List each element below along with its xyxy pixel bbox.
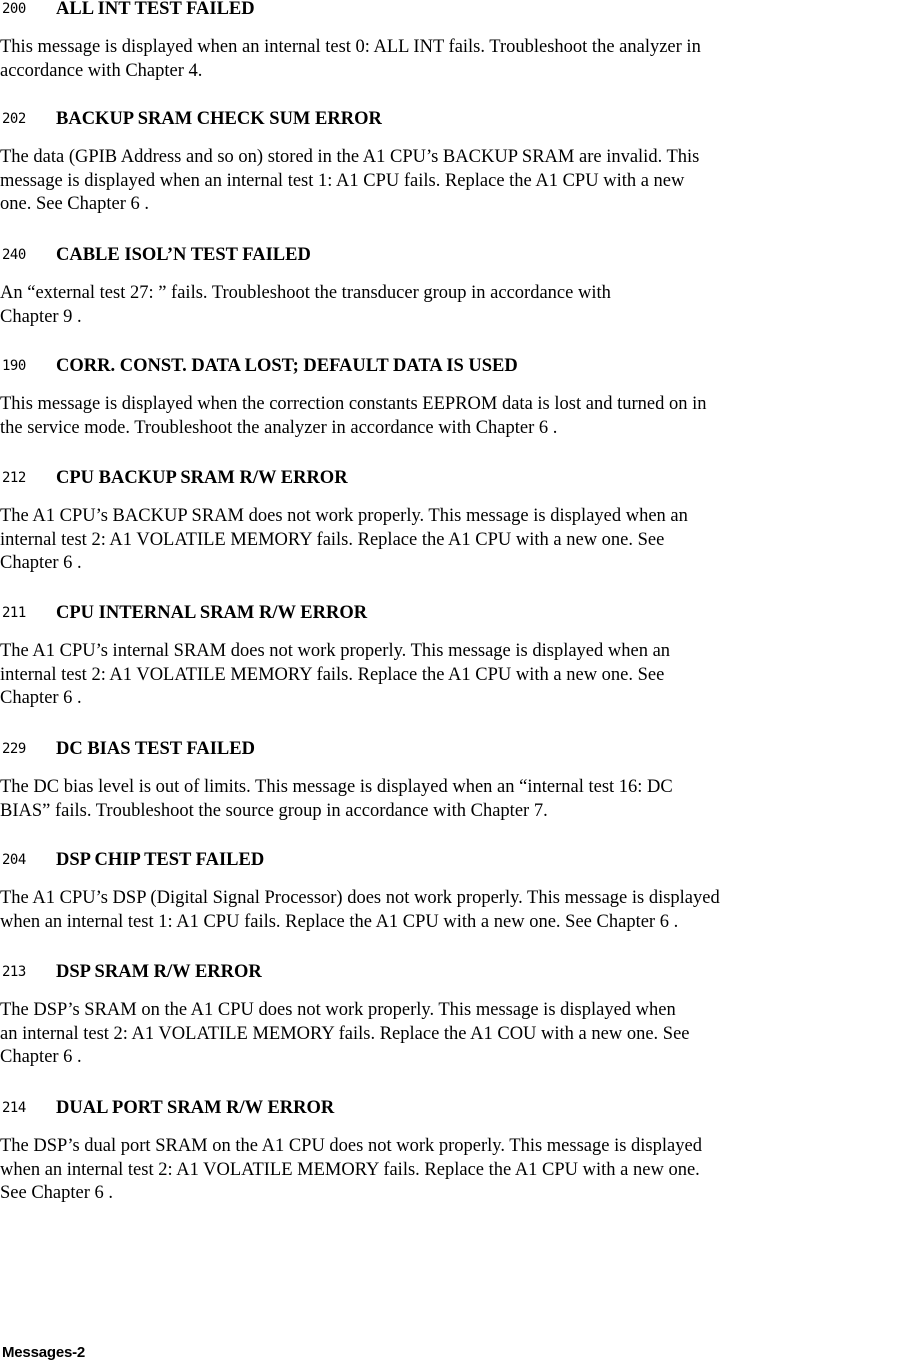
message-description: The A1 CPU’s BACKUP SRAM does not work properly. This message is displayed when an internal test 2: A1 VOLATILE MEMORY fails. Replace the A1 CPU with a new one. See Chapter 6 .: [0, 506, 688, 573]
message-code: 212: [2, 470, 26, 486]
message-title: CPU BACKUP SRAM R/W ERROR: [56, 468, 348, 488]
message-entry-212: [0, 468, 899, 573]
message-code: 211: [2, 605, 26, 621]
message-entry-202: [0, 109, 899, 214]
message-title: CABLE ISOL’N TEST FAILED: [56, 245, 311, 265]
message-description: The data (GPIB Address and so on) stored in the A1 CPU’s BACKUP SRAM are invalid. This message is displayed when an internal test 1: A1 CPU fails. Replace the A1 CPU with a new one. See Chapter 6 .: [0, 147, 700, 214]
message-description: The DSP’s dual port SRAM on the A1 CPU does not work properly. This message is displayed when an internal test 2: A1 VOLATILE MEMORY fails. Replace the A1 CPU with a new one. See Chapter 6 .: [0, 1136, 702, 1203]
page-footer-label: Messages-2: [2, 1344, 86, 1361]
message-title: DUAL PORT SRAM R/W ERROR: [56, 1098, 335, 1118]
message-code: 204: [2, 852, 26, 868]
message-description: The A1 CPU’s DSP (Digital Signal Processor) does not work properly. This message is displayed when an internal test 1: A1 CPU fails. Replace the A1 CPU with a new one. See Chapter 6 .: [0, 888, 720, 932]
message-code: 213: [2, 964, 26, 980]
message-entry-214: [0, 1098, 899, 1203]
message-description: This message is displayed when an internal test 0: ALL INT fails. Troubleshoot the analyzer in accordance with Chapter 4.: [0, 37, 701, 81]
message-title: CORR. CONST. DATA LOST; DEFAULT DATA IS USED: [56, 356, 518, 376]
message-entry-211: [0, 603, 899, 708]
entry-heading: [0, 604, 899, 624]
message-description: An “external test 27: ” fails. Troubleshoot the transducer group in accordance with Chapter 9 .: [0, 283, 611, 327]
entry-heading: [0, 357, 899, 377]
message-entry-240: [0, 245, 899, 327]
message-description: This message is displayed when the correction constants EEPROM data is lost and turned on in the service mode. Troubleshoot the analyzer in accordance with Chapter 6 .: [0, 394, 707, 438]
message-code: 202: [2, 111, 26, 127]
entry-heading: [0, 469, 899, 489]
message-description: The DSP’s SRAM on the A1 CPU does not work properly. This message is displayed when an internal test 2: A1 VOLATILE MEMORY fails. Replace the A1 COU with a new one. See Chapter 6 .: [0, 1000, 690, 1067]
message-title: DSP SRAM R/W ERROR: [56, 962, 262, 982]
message-description: The A1 CPU’s internal SRAM does not work properly. This message is displayed when an internal test 2: A1 VOLATILE MEMORY fails. Replace the A1 CPU with a new one. See Chapter 6 .: [0, 641, 671, 708]
message-title: DSP CHIP TEST FAILED: [56, 850, 265, 870]
message-entry-229: [0, 739, 899, 821]
message-title: DC BIAS TEST FAILED: [56, 739, 255, 759]
entry-heading: [0, 0, 899, 20]
entry-heading: [0, 1099, 899, 1119]
message-entry-200: [0, 0, 899, 81]
message-code: 190: [2, 358, 26, 374]
entry-heading: [0, 246, 899, 266]
entry-heading: [0, 963, 899, 983]
message-code: 240: [2, 247, 26, 263]
message-code: 214: [2, 1100, 26, 1116]
message-entry-204: [0, 850, 899, 932]
message-description: The DC bias level is out of limits. This message is displayed when an “internal test 16: DC BIAS” fails. Troubleshoot the source group in accordance with Chapter 7.: [0, 777, 673, 821]
message-title: CPU INTERNAL SRAM R/W ERROR: [56, 603, 368, 623]
message-code: 229: [2, 741, 26, 757]
message-code: 200: [2, 1, 26, 17]
message-title: BACKUP SRAM CHECK SUM ERROR: [56, 109, 382, 129]
message-entry-190: [0, 356, 899, 438]
entry-heading: [0, 740, 899, 760]
entry-heading: [0, 851, 899, 871]
message-title: ALL INT TEST FAILED: [56, 0, 255, 19]
entry-heading: [0, 110, 899, 130]
message-entry-213: [0, 962, 899, 1067]
